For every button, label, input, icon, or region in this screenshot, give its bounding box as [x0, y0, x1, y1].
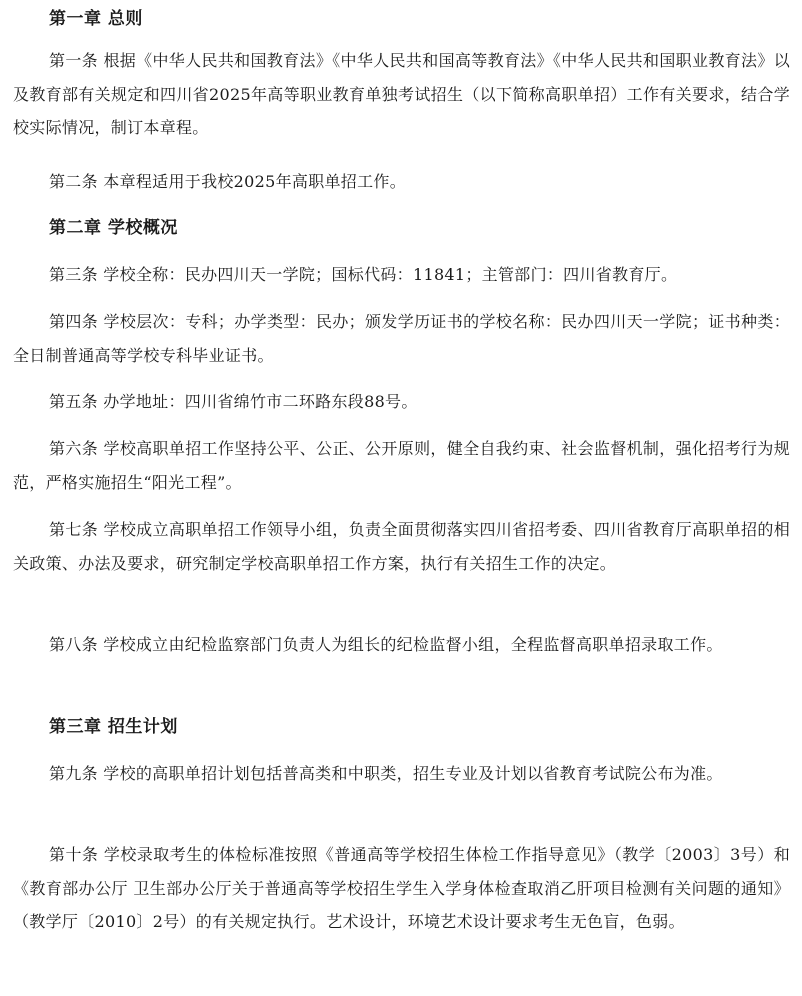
article-9: 第九条 学校的高职单招计划包括普高类和中职类，招生专业及计划以省教育考试院公布为准。: [49, 764, 723, 783]
chapter-2-heading: 第二章 学校概况: [49, 218, 178, 238]
article-8: 第八条 学校成立由纪检监察部门负责人为组长的纪检监督小组，全程监督高职单招录取工作。: [49, 635, 723, 654]
chapter-3-heading: 第三章 招生计划: [49, 717, 178, 737]
article-2: 第二条 本章程适用于我校2025年高职单招工作。: [49, 172, 407, 191]
article-3: 第三条 学校全称：民办四川天一学院；国标代码：11841；主管部门：四川省教育厅。: [49, 265, 678, 284]
article-10: 第十条 学校录取考生的体检标准按照《普通高等学校招生体检工作指导意见》（教学〔2003〕3号）和《教育部办公厅 卫生部办公厅关于普通高等学校招生学生入学身体检查取消乙肝项目检测有关问题的通知》（教学厅〔2010〕2号）的有关规定执行。艺术设计，环境艺术设计要求考生无色盲，色弱。: [13, 845, 790, 931]
article-1: 第一条 根据《中华人民共和国教育法》《中华人民共和国高等教育法》《中华人民共和国职业教育法》以及教育部有关规定和四川省2025年高等职业教育单独考试招生（以下简称高职单招）工作有关要求，结合学校实际情况，制订本章程。: [13, 51, 790, 137]
article-5: 第五条 办学地址：四川省绵竹市二环路东段88号。: [49, 392, 418, 411]
article-4: 第四条 学校层次：专科；办学类型：民办；颁发学历证书的学校名称：民办四川天一学院；证书种类：全日制普通高等学校专科毕业证书。: [13, 312, 790, 365]
article-7: 第七条 学校成立高职单招工作领导小组，负责全面贯彻落实四川省招考委、四川省教育厅高职单招的相关政策、办法及要求，研究制定学校高职单招工作方案，执行有关招生工作的决定。: [13, 520, 790, 573]
chapter-1-heading: 第一章 总则: [49, 9, 143, 29]
article-6: 第六条 学校高职单招工作坚持公平、公正、公开原则，健全自我约束、社会监督机制，强化招考行为规范，严格实施招生“阳光工程”。: [13, 439, 790, 492]
